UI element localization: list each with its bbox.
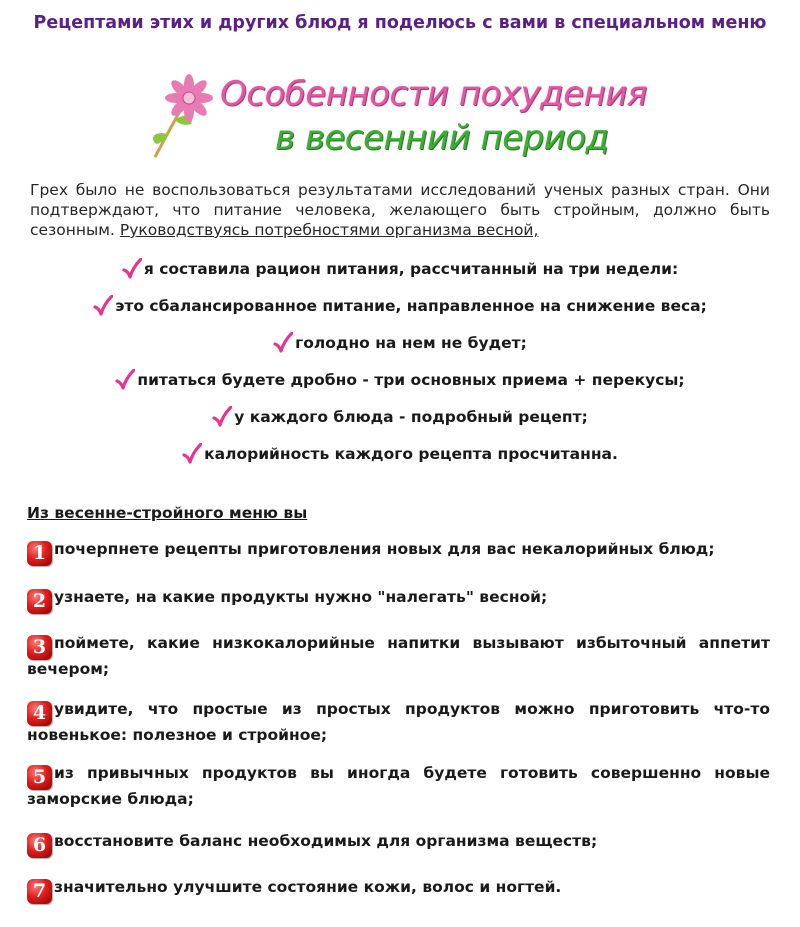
check-item — [30, 361, 770, 398]
numbered-item — [27, 700, 770, 745]
banner-title-line1: Особенности похудения — [220, 74, 647, 114]
numbered-item-text: значительно улучшите состояние кожи, волос и ногтей. — [54, 878, 562, 896]
numbered-item — [27, 878, 770, 904]
number-badge-icon: 6 — [27, 833, 52, 858]
numbered-item — [27, 588, 770, 614]
check-item — [30, 435, 770, 472]
numbered-item-text: увидите, что простые из простых продуктов можно приготовить что-то новенькое: полезное и стройное; — [27, 700, 770, 744]
banner-title-line2: в весенний период — [275, 118, 609, 158]
numbered-item-text: поймете, какие низкокалорийные напитки вызывают избыточный аппетит вечером; — [27, 634, 770, 678]
number-badge-icon: 3 — [27, 635, 52, 660]
check-item-text: я составила рацион питания, рассчитанный на три недели: — [143, 259, 679, 278]
check-list — [30, 250, 770, 472]
check-item-text: питаться будете дробно - три основных приема + перекусы; — [137, 370, 685, 389]
check-item-text: у каждого блюда - подробный рецепт; — [234, 407, 588, 426]
numbered-item-text: из привычных продуктов вы иногда будете готовить совершенно новые заморские блюда; — [27, 764, 770, 808]
numbered-item — [27, 832, 770, 858]
paragraph-text: Грех было не воспользоваться результатами исследований ученых разных стран. Они подтверждают, что питание человека, желающего быть стройным, должно быть сезонным. — [30, 181, 770, 239]
check-item-text: это сбалансированное питание, направленное на снижение веса; — [115, 296, 707, 315]
banner — [145, 72, 655, 162]
check-item — [30, 287, 770, 324]
number-badge-icon: 2 — [27, 589, 52, 614]
number-badge-icon: 1 — [27, 541, 52, 566]
numbered-item — [27, 764, 770, 809]
checkmark-icon — [212, 406, 232, 428]
check-item-text: голодно на нем не будет; — [295, 333, 527, 352]
section-title: Из весенне-стройного меню вы — [27, 504, 308, 522]
numbered-item — [27, 540, 770, 566]
checkmark-icon — [273, 332, 293, 354]
flower-icon — [145, 72, 225, 162]
number-badge-icon: 7 — [27, 879, 52, 904]
intro-heading: Рецептами этих и других блюд я поделюсь с вами в специальном меню — [33, 13, 767, 33]
numbered-item — [27, 634, 770, 679]
numbered-item-text: узнаете, на какие продукты нужно "налегать" весной; — [54, 588, 548, 606]
check-item — [30, 398, 770, 435]
check-item — [30, 324, 770, 361]
checkmark-icon — [93, 295, 113, 317]
number-badge-icon: 4 — [27, 701, 52, 726]
intro-paragraph — [30, 180, 770, 240]
checkmark-icon — [115, 369, 135, 391]
numbered-item-text: восстановите баланс необходимых для организма веществ; — [54, 832, 598, 850]
numbered-item-text: почерпнете рецепты приготовления новых для вас некалорийных блюд; — [54, 540, 715, 558]
number-badge-icon: 5 — [27, 765, 52, 790]
checkmark-icon — [122, 258, 142, 280]
checkmark-icon — [182, 443, 202, 465]
check-item — [30, 250, 770, 287]
check-item-text: калорийность каждого рецепта просчитанна. — [204, 444, 618, 463]
paragraph-underlined: Руководствуясь потребностями организма весной, — [119, 221, 539, 239]
